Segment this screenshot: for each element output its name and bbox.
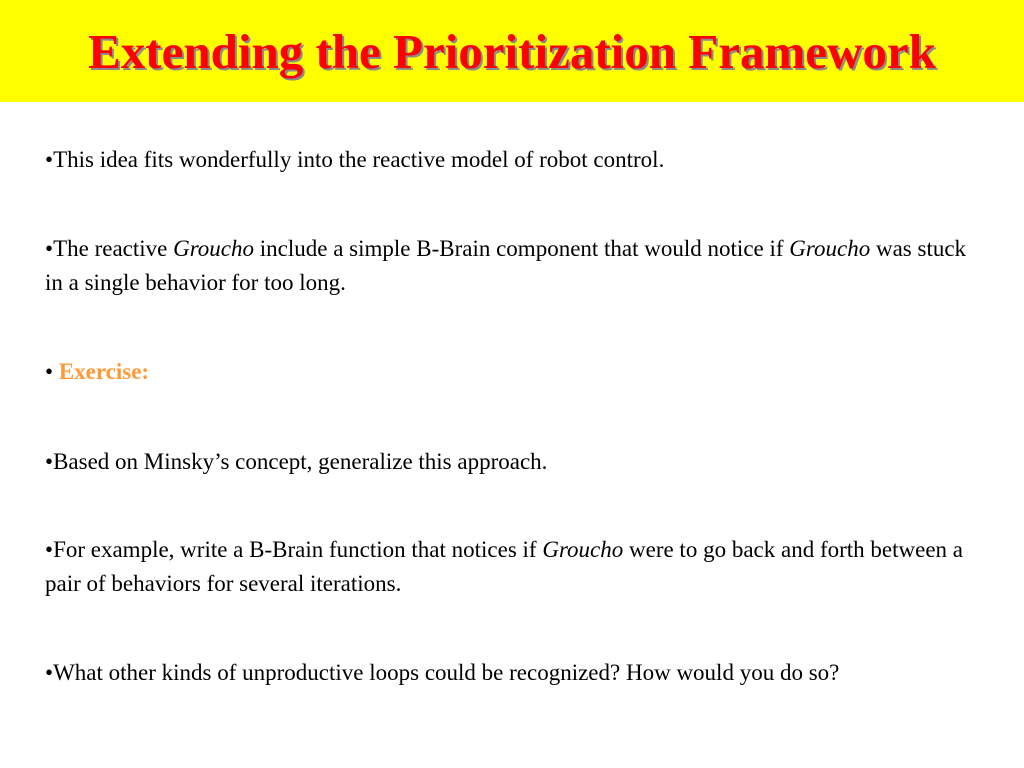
groucho-name: Groucho <box>173 236 255 261</box>
groucho-name: Groucho <box>789 236 871 261</box>
bullet-marker: • <box>45 236 54 261</box>
groucho-name: Groucho <box>542 537 624 562</box>
slide-title: Extending the Prioritization Framework <box>88 23 936 79</box>
bullet-marker: • <box>45 660 54 685</box>
bullet-marker: • <box>45 147 54 172</box>
bullet-marker: • <box>45 449 54 474</box>
bullet-text-part: The reactive <box>53 236 174 261</box>
bullet-groucho-b-brain <box>45 232 985 300</box>
title-bar <box>0 0 1024 102</box>
bullet-text: What other kinds of unproductive loops could be recognized? How would you do so? <box>53 660 840 685</box>
bullet-text-part: For example, write a B-Brain function that notices if <box>53 537 543 562</box>
bullet-text: Based on Minsky’s concept, generalize this approach. <box>53 449 548 474</box>
bullet-exercise-heading <box>45 355 985 389</box>
bullet-minsky-concept <box>45 445 985 479</box>
exercise-label: Exercise: <box>58 359 150 384</box>
bullet-marker: • <box>45 359 59 384</box>
bullet-text: This idea fits wonderfully into the reactive model of robot control. <box>53 147 665 172</box>
bullet-fits-reactive-model <box>45 143 985 177</box>
bullet-for-example <box>45 533 985 601</box>
bullet-text-part: include a simple B-Brain component that would notice if <box>254 236 790 261</box>
bullet-text-part: were to go back and forth between a pair of behaviors for several iterations. <box>45 537 963 596</box>
bullet-text-part: was stuck in a single behavior for too long. <box>45 236 967 295</box>
bullet-marker: • <box>45 537 54 562</box>
bullet-unproductive-loops <box>45 656 985 690</box>
